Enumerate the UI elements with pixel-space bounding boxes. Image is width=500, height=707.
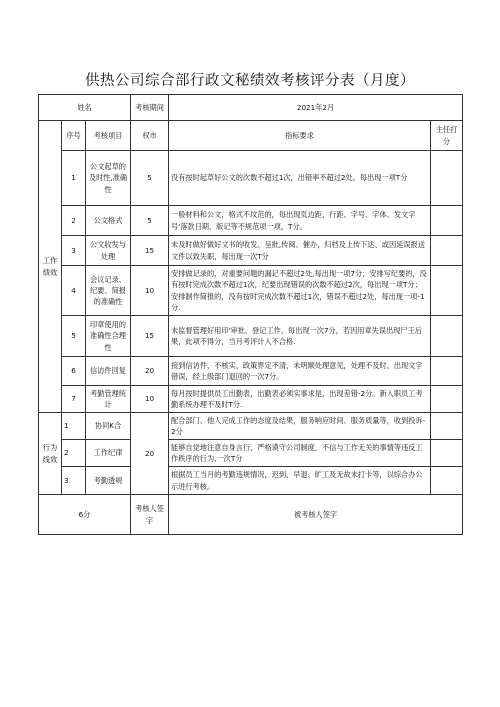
table-row — [39, 357, 463, 386]
row-score-cell[interactable] — [431, 236, 463, 266]
row-score-cell[interactable] — [431, 206, 463, 236]
row-criteria: 根据员工当月的考勤违规情况，迟到、早退、旷工及无故未打卡等，以综合办公示进行考核。 — [169, 467, 431, 495]
row-item: 会议记录、纪要、简报的准确性 — [86, 266, 131, 316]
col-header-criteria: 指标要求 — [169, 121, 431, 151]
page-title: 供热公司综合部行政文秘绩效考核评分表（月度） — [85, 73, 415, 89]
table-row — [39, 95, 463, 121]
row-seq: 6 — [62, 357, 86, 386]
table-row — [39, 236, 463, 266]
table-row — [39, 467, 463, 495]
row-criteria: 每月按时提供员工出勤表，出勤表必须实事求是，出现差错-2分。新入职员工考勤系统办理不及时T分. — [169, 386, 431, 413]
row-item: 考勤透规 — [86, 467, 131, 495]
row-score-cell[interactable] — [431, 386, 463, 413]
row-seq: 2 — [62, 440, 86, 467]
table-row — [39, 440, 463, 467]
col-header-seq: 序号 — [62, 121, 86, 151]
row-criteria: 一般材料和公文，格式不坟范的，每出现页边距、行距、字号、字体、发文字号'落款日期、版记等不规范项一项，T分。 — [169, 206, 431, 236]
row-weight: 5 — [131, 206, 169, 236]
row-weight: 10 — [131, 266, 169, 316]
period-label: 考核期间 — [131, 95, 169, 121]
row-criteria: 能够自觉地注意自身言行，严格谟守公司制度，不信与工作无关的事情等违反工作秩序的行为,一次T分 — [169, 440, 431, 467]
row-score-cell[interactable] — [431, 266, 463, 316]
row-item: 公文格式 — [86, 206, 131, 236]
period-value: 2021年2月 — [169, 95, 463, 121]
row-weight: 10 — [131, 386, 169, 413]
row-seq: 7 — [62, 386, 86, 413]
row-seq: 3 — [62, 467, 86, 495]
row-weight: 15 — [131, 236, 169, 266]
table-row — [39, 206, 463, 236]
name-label: 姓名 — [39, 95, 131, 121]
row-criteria: 未监督管理好用印'审批、登记工作，每出现一次7分，若因用章失误出现尸王后果，此项不得分，当月考评计入不合格. — [169, 316, 431, 357]
row-item: 公文收发与处理 — [86, 236, 131, 266]
total-score: 6分 — [39, 495, 131, 535]
row-item: 工作纪律 — [86, 440, 131, 467]
col-header-item: 考核项目 — [86, 121, 131, 151]
row-criteria: 安排做记录的，对重要问题的漏记不超过2处,每出现一项7分；安排写纪要的，没有按时完成次数不超过1次，纪要出现错误的次数不超过2次，每出现一项T分；安排制作简报的，没有按时完成次数不超过1次，错误不超过2处，每出现一项-1分. — [169, 266, 431, 316]
col-header-weight: 权市 — [131, 121, 169, 151]
row-item: 印章使用的准确性合理性 — [86, 316, 131, 357]
row-weight: 5 — [131, 151, 169, 206]
table-row — [39, 151, 463, 206]
table-row — [39, 413, 463, 440]
row-item: 协同K合 — [86, 413, 131, 440]
row-weight: 15 — [131, 316, 169, 357]
row-item: 考勤管理统计 — [86, 386, 131, 413]
row-criteria: 接到信访件，不核实，政策界定不清，未明顺处理意见，处理不及时、出现文字错误，经上级部门退回的一次7分。 — [169, 357, 431, 386]
row-score-cell[interactable] — [431, 413, 463, 440]
section-work-performance: 工作绩效 — [39, 121, 62, 413]
table-row — [39, 121, 463, 151]
row-score-cell[interactable] — [431, 316, 463, 357]
table-row — [39, 316, 463, 357]
row-seq: 2 — [62, 206, 86, 236]
row-weight: 20 — [131, 357, 169, 386]
row-score-cell[interactable] — [431, 467, 463, 495]
table-row — [39, 266, 463, 316]
row-seq: 3 — [62, 236, 86, 266]
evaluation-table — [38, 94, 463, 535]
row-weight: 20 — [131, 413, 169, 495]
row-seq: 4 — [62, 266, 86, 316]
col-header-supervisor-score: 主任打分 — [431, 121, 463, 151]
table-row — [39, 495, 463, 535]
row-criteria: 没有按时起草好公文的次数不超过1次，出错率不超过2处。每出现一项T分 — [169, 151, 431, 206]
row-score-cell[interactable] — [431, 357, 463, 386]
row-criteria: 未及时做好做好文书的收发、呈批,传阅、催办，归档及上传下达、或因延误报送文件以致失职，每出现一次T分 — [169, 236, 431, 266]
assessor-signature-label: 考核人签字 — [131, 495, 169, 535]
row-seq: 5 — [62, 316, 86, 357]
section-behavior-performance: 行为线效 — [39, 413, 62, 495]
assessee-signature-label: 被考核人签字 — [169, 495, 463, 535]
row-seq: 1 — [62, 413, 86, 440]
table-row — [39, 386, 463, 413]
row-item: 公文起草的及时性,准确性 — [86, 151, 131, 206]
row-item: 信访件回复 — [86, 357, 131, 386]
row-score-cell[interactable] — [431, 440, 463, 467]
row-seq: 1 — [62, 151, 86, 206]
row-criteria: 配合部门、他人完成工作的态度及结果，服务响应时间、服务质量等，收到投诉-2分 — [169, 413, 431, 440]
row-score-cell[interactable] — [431, 151, 463, 206]
